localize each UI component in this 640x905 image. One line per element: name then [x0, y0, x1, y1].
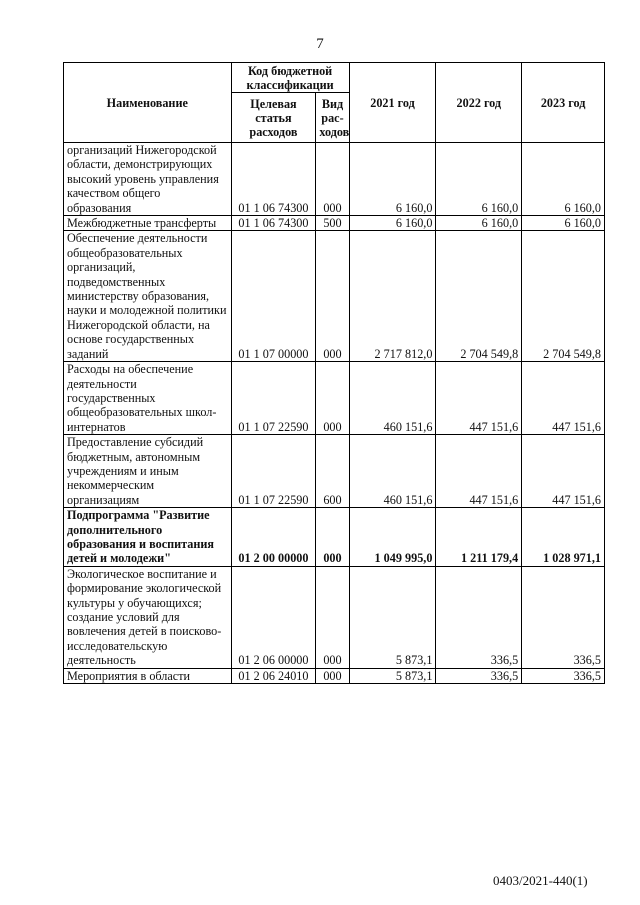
cell-2021: 5 873,1 [349, 566, 436, 668]
header-kind: Вид рас-ходов [316, 93, 349, 143]
cell-2021: 5 873,1 [349, 668, 436, 683]
page-number: 7 [316, 36, 324, 52]
cell-target-code: 01 2 06 24010 [231, 668, 316, 683]
table-row [64, 362, 605, 435]
table-row [64, 143, 605, 216]
cell-kind-code: 600 [316, 435, 349, 508]
cell-2022: 447 151,6 [436, 435, 522, 508]
cell-target-code: 01 1 06 74300 [231, 143, 316, 216]
cell-name: Предоставление субсидий бюджетным, автономным учреждениям и иным некоммерческим организациям [64, 435, 232, 508]
cell-kind-code: 000 [316, 231, 349, 362]
cell-name: Расходы на обеспечение деятельности государственных общеобразовательных школ-интернатов [64, 362, 232, 435]
table-body [64, 143, 605, 684]
cell-kind-code: 000 [316, 508, 349, 567]
cell-target-code: 01 2 06 00000 [231, 566, 316, 668]
cell-2023: 1 028 971,1 [522, 508, 605, 567]
header-2022: 2022 год [436, 63, 522, 143]
cell-2022: 336,5 [436, 668, 522, 683]
cell-target-code: 01 1 07 00000 [231, 231, 316, 362]
cell-target-code: 01 1 06 74300 [231, 216, 316, 231]
cell-2021: 2 717 812,0 [349, 231, 436, 362]
cell-kind-code: 500 [316, 216, 349, 231]
budget-table [63, 62, 605, 684]
cell-kind-code: 000 [316, 668, 349, 683]
cell-2021: 1 049 995,0 [349, 508, 436, 567]
header-code-group: Код бюджетной классификации [231, 63, 349, 93]
cell-kind-code: 000 [316, 362, 349, 435]
table-header [64, 63, 605, 143]
cell-name: Межбюджетные трансферты [64, 216, 232, 231]
table-row [64, 435, 605, 508]
cell-name: Экологическое воспитание и формирование экологической культуры у обучающихся; создание условий для вовлечения детей в поисково-исследовательскую деятельность [64, 566, 232, 668]
cell-2021: 6 160,0 [349, 216, 436, 231]
header-2023: 2023 год [522, 63, 605, 143]
cell-kind-code: 000 [316, 143, 349, 216]
table-row [64, 231, 605, 362]
cell-target-code: 01 1 07 22590 [231, 435, 316, 508]
cell-2022: 6 160,0 [436, 143, 522, 216]
cell-2023: 336,5 [522, 668, 605, 683]
cell-2022: 2 704 549,8 [436, 231, 522, 362]
cell-name: Обеспечение деятельности общеобразовательных организаций, подведомственных министерству образования, науки и молодежной политики Нижегородской области, на основе государственных заданий [64, 231, 232, 362]
cell-2021: 6 160,0 [349, 143, 436, 216]
cell-2022: 1 211 179,4 [436, 508, 522, 567]
cell-2023: 447 151,6 [522, 435, 605, 508]
header-2021: 2021 год [349, 63, 436, 143]
cell-target-code: 01 2 00 00000 [231, 508, 316, 567]
header-name: Наименование [64, 63, 232, 143]
cell-2023: 2 704 549,8 [522, 231, 605, 362]
table-row [64, 668, 605, 683]
cell-name: организаций Нижегородской области, демонстрирующих высокий уровень управления качеством общего образования [64, 143, 232, 216]
header-target: Целевая статья расходов [231, 93, 316, 143]
cell-name: Подпрограмма "Развитие дополнительного образования и воспитания детей и молодежи" [64, 508, 232, 567]
cell-2021: 460 151,6 [349, 362, 436, 435]
table-row [64, 216, 605, 231]
cell-2023: 447 151,6 [522, 362, 605, 435]
cell-2023: 6 160,0 [522, 143, 605, 216]
table-row [64, 508, 605, 567]
cell-2023: 336,5 [522, 566, 605, 668]
cell-2022: 336,5 [436, 566, 522, 668]
cell-2023: 6 160,0 [522, 216, 605, 231]
cell-target-code: 01 1 07 22590 [231, 362, 316, 435]
cell-2022: 6 160,0 [436, 216, 522, 231]
cell-kind-code: 000 [316, 566, 349, 668]
cell-name: Мероприятия в области [64, 668, 232, 683]
cell-2021: 460 151,6 [349, 435, 436, 508]
document-number: 0403/2021-440(1) [493, 873, 588, 888]
cell-2022: 447 151,6 [436, 362, 522, 435]
table-row [64, 566, 605, 668]
